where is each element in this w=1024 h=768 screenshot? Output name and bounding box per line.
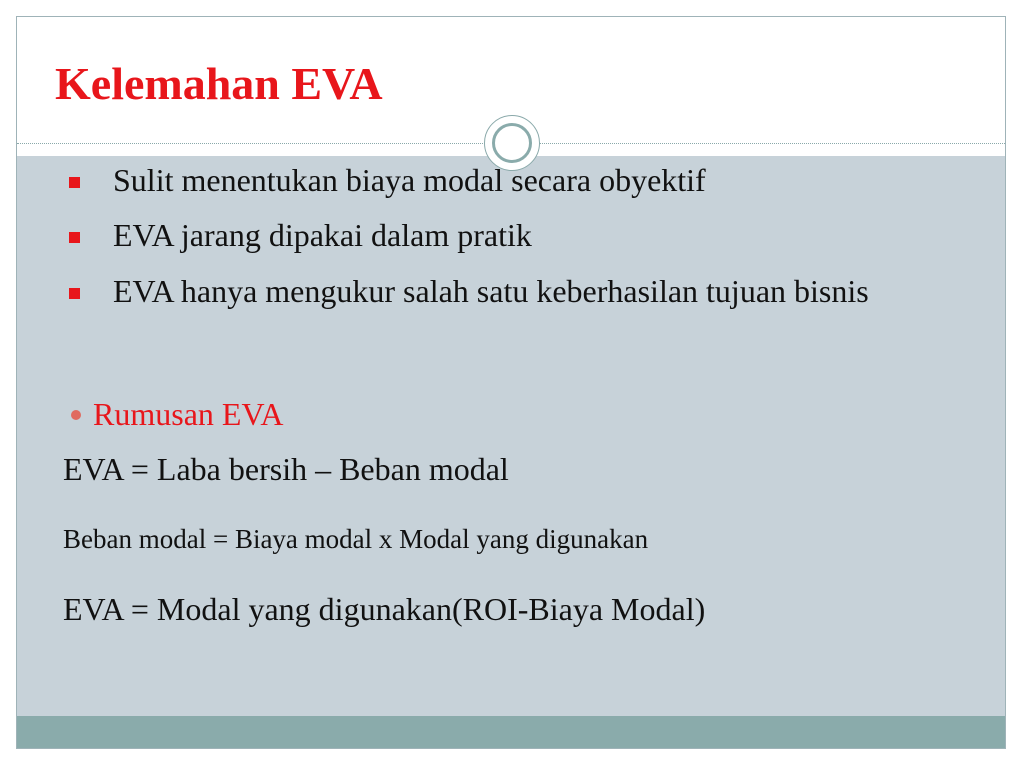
slide-content [17, 17, 1005, 748]
bullet-text: EVA hanya mengukur salah satu keberhasilan tujuan bisnis [113, 273, 869, 309]
square-bullet-icon [69, 177, 80, 188]
formula-line: Beban modal = Biaya modal x Modal yang digunakan [63, 524, 649, 554]
bullet-item [69, 160, 949, 200]
square-bullet-icon [69, 288, 80, 299]
bullet-text: EVA jarang dipakai dalam pratik [113, 217, 532, 253]
bullet-item [69, 271, 929, 311]
formula-line: EVA = Modal yang digunakan(ROI-Biaya Modal) [63, 591, 706, 627]
square-bullet-icon [69, 232, 80, 243]
formula-line: EVA = Laba bersih – Beban modal [63, 451, 509, 487]
dot-bullet-icon [71, 410, 81, 420]
bullet-text: Sulit menentukan biaya modal secara obyektif [113, 162, 706, 198]
slide-title: Kelemahan EVA [55, 58, 383, 109]
subheading-text: Rumusan EVA [93, 396, 284, 432]
slide [16, 16, 1006, 749]
bullet-item [69, 215, 949, 255]
subheading-item [71, 394, 284, 434]
